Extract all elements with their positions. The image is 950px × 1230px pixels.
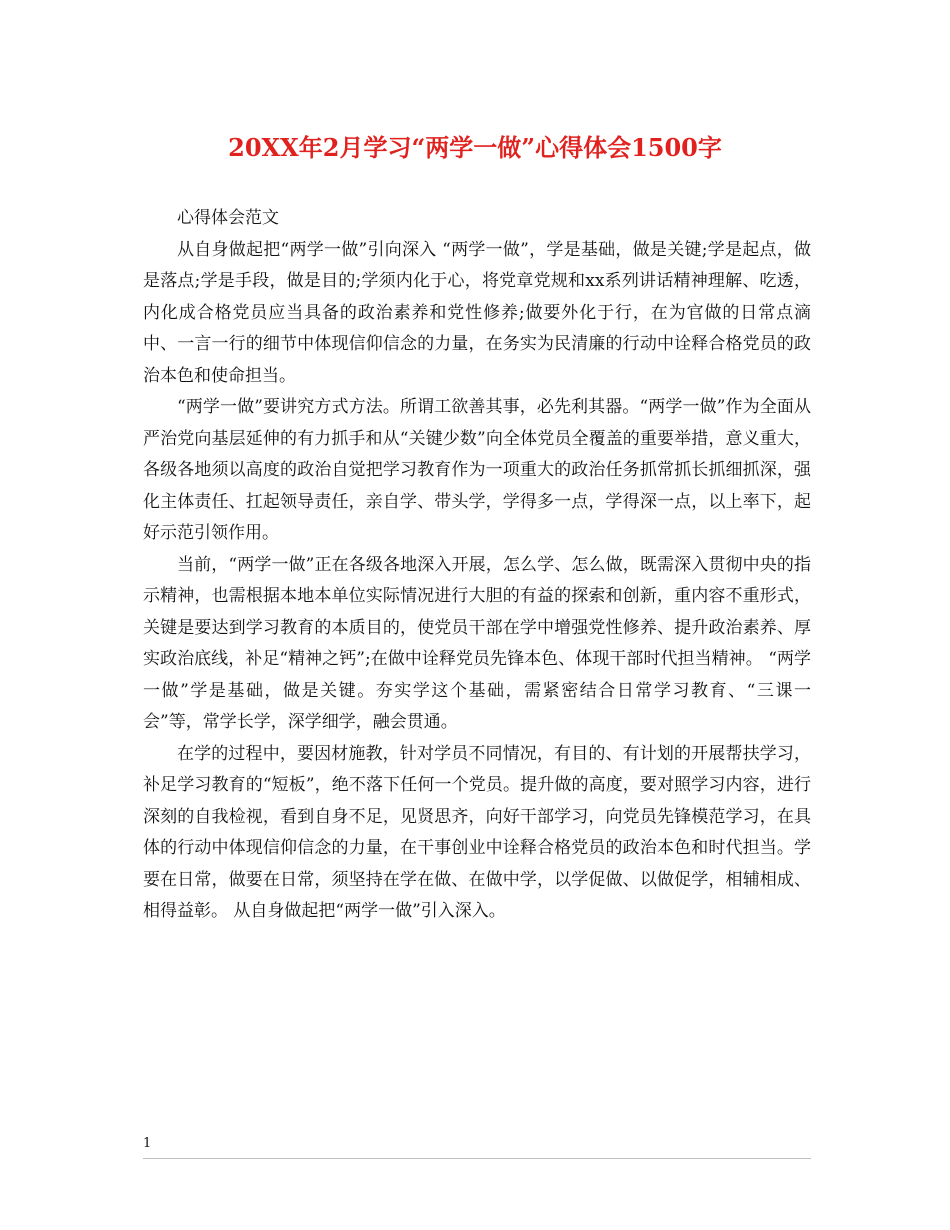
paragraph: 在学的过程中，要因材施教，针对学员不同情况，有目的、有计划的开展帮扶学习，补足学习教育的“短板”，绝不落下任何一个党员。提升做的高度，要对照学习内容，进行深刻的自我检视，看到自身不足，见贤思齐，向好干部学习，向党员先锋模范学习，在具体的行动中体现信仰信念的力量，在干事创业中诠释合格党员的政治本色和时代担当。学要在日常，做要在日常，须坚持在学在做、在做中学，以学促做、以做促学，相辅相成、相得益彰。 从自身做起把“两学一做”引入深入。 [143, 743, 811, 921]
page-number: 1 [143, 1136, 152, 1151]
footer-divider [143, 1158, 811, 1159]
document-body [143, 203, 811, 928]
paragraph: “两学一做”要讲究方式方法。所谓工欲善其事，必先利其器。“两学一做”作为全面从严治党向基层延伸的有力抓手和从“关键少数”向全体党员全覆盖的重要举措，意义重大，各级各地须以高度的政治自觉把学习教育作为一项重大的政治任务抓常抓长抓细抓深，强化主体责任、扛起领导责任，亲自学、带头学，学得多一点，学得深一点，以上率下，起好示范引领作用。 [143, 397, 811, 543]
paragraph-heading: 心得体会范文 [177, 208, 279, 228]
document-title: 20XX年2月学习“两学一做”心得体会1500字 [228, 133, 722, 162]
paragraph: 从自身做起把“两学一做”引向深入 “两学一做”，学是基础，做是关键;学是起点，做是落点;学是手段，做是目的;学须内化于心，将党章党规和xx系列讲话精神理解、吃透，内化成合格党员应当具备的政治素养和党性修养;做要外化于行，在为官做的日常点滴中、一言一行的细节中体现信仰信念的力量，在务实为民清廉的行动中诠释合格党员的政治本色和使命担当。 [143, 239, 811, 386]
paragraph: 当前，“两学一做”正在各级各地深入开展，怎么学、怎么做，既需深入贯彻中央的指示精神，也需根据本地本单位实际情况进行大胆的有益的探索和创新，重内容不重形式，关键是要达到学习教育的本质目的，使党员干部在学中增强党性修养、提升政治素养、厚实政治底线，补足“精神之钙”;在做中诠释党员先锋本色、体现干部时代担当精神。 “两学一做”学是基础，做是关键。夯实学这个基础，需紧密结合日常学习教育、“三课一会”等，常学长学，深学细学，融会贯通。 [143, 554, 811, 732]
